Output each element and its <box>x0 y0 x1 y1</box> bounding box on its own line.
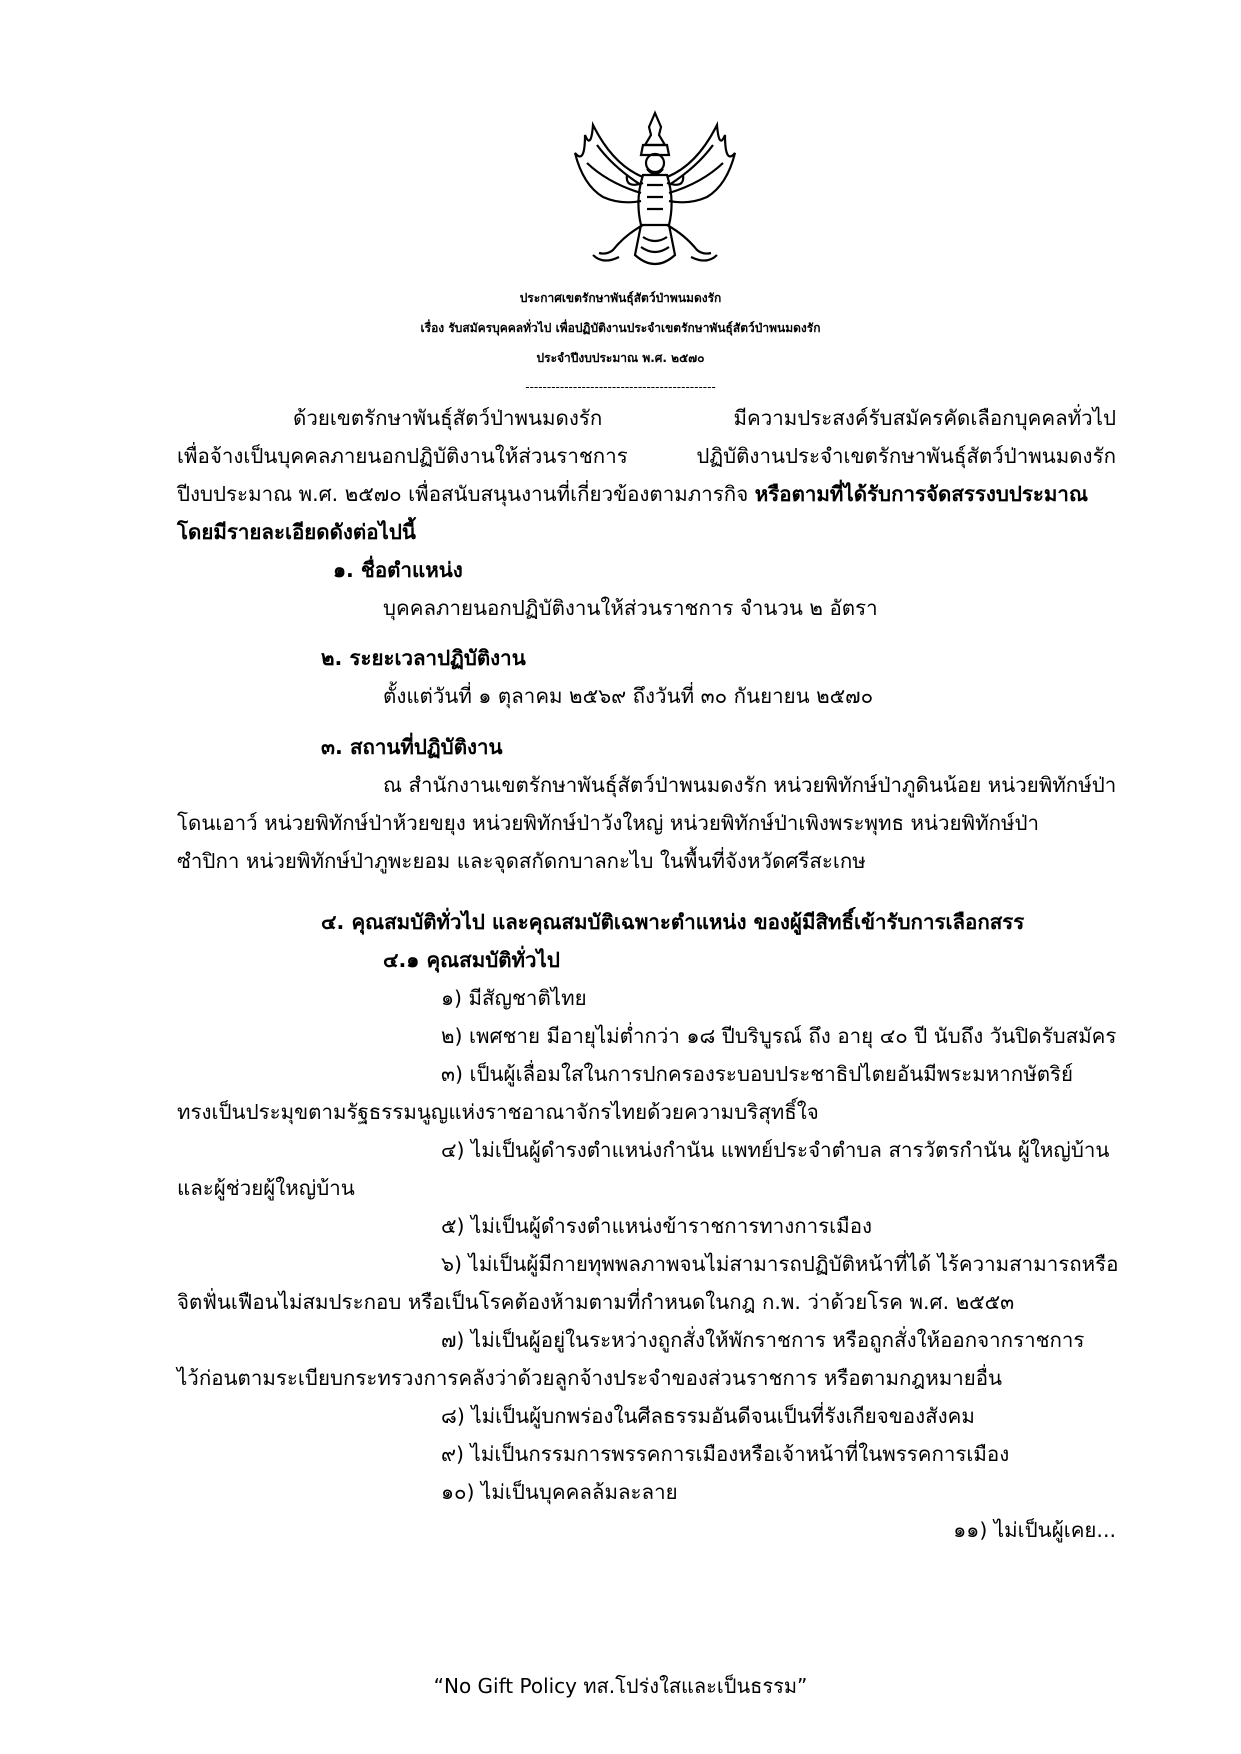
garuda-emblem-icon <box>563 105 748 280</box>
qualification-item-9: ๙) ไม่เป็นกรรมการพรรคการเมืองหรือเจ้าหน้าที่ในพรรคการเมือง <box>441 1442 1010 1466</box>
intro-line-2 <box>177 441 1116 471</box>
qualification-item-7-line-1: ๗) ไม่เป็นผู้อยู่ในระหว่างถูกสั่งให้พักราชการ หรือถูกสั่งให้ออกจากราชการ <box>441 1328 1085 1352</box>
intro-line-3-text: ปีงบประมาณ พ.ศ. ๒๕๗๐ เพื่อสนับสนุนงานที่เกี่ยวข้องตามภารกิจ <box>177 482 755 506</box>
qualification-item-4-line-1: ๔) ไม่เป็นผู้ดำรงตำแหน่งกำนัน แพทย์ประจำตำบล สารวัตรกำนัน ผู้ใหญ่บ้าน <box>441 1138 1110 1162</box>
qualification-item-5: ๕) ไม่เป็นผู้ดำรงตำแหน่งข้าราชการทางการเมือง <box>441 1214 873 1238</box>
announcement-fiscal-year: ประจำปีงบประมาณ พ.ศ. ๒๕๗๐ <box>536 351 705 365</box>
section-4-heading: ๔. คุณสมบัติทั่วไป และคุณสมบัติเฉพาะตำแหน่ง ของผู้มีสิทธิ์เข้ารับการเลือกสรร <box>321 910 1025 934</box>
section-3-line-3: ซำปิกา หน่วยพิทักษ์ป่าภูพะยอม และจุดสกัดกบาลกะไบ ในพื้นที่จังหวัดศรีสะเกษ <box>177 849 866 873</box>
section-2-body: ตั้งแต่วันที่ ๑ ตุลาคม ๒๕๖๙ ถึงวันที่ ๓๐ กันยายน ๒๕๗๐ <box>383 684 874 708</box>
section-4-1-heading: ๔.๑ คุณสมบัติทั่วไป <box>383 948 560 972</box>
intro-line-4: โดยมีรายละเอียดดังต่อไปนี้ <box>177 520 416 544</box>
qualification-item-3-line-2: ทรงเป็นประมุขตามรัฐธรรมนูญแห่งราชอาณาจักรไทยด้วยความบริสุทธิ์ใจ <box>177 1100 819 1124</box>
qualification-item-7-line-2: ไว้ก่อนตามระเบียบกระทรวงการคลังว่าด้วยลูกจ้างประจำของส่วนราชการ หรือตามกฎหมายอื่น <box>177 1366 1003 1390</box>
section-3-heading: ๓. สถานที่ปฏิบัติงาน <box>321 735 503 759</box>
qualification-item-10: ๑๐) ไม่เป็นบุคคลล้มละลาย <box>441 1480 678 1504</box>
section-3-line-1: ณ สำนักงานเขตรักษาพันธุ์สัตว์ป่าพนมดงรัก หน่วยพิทักษ์ป่าภูดินน้อย หน่วยพิทักษ์ป่า <box>383 773 1117 797</box>
qualification-item-1: ๑) มีสัญชาติไทย <box>441 986 587 1010</box>
qualification-item-8: ๘) ไม่เป็นผู้บกพร่องในศีลธรรมอันดีจนเป็นที่รังเกียจของสังคม <box>441 1404 975 1428</box>
intro-line-3-bold: หรือตามที่ได้รับการจัดสรรงบประมาณ <box>754 482 1088 506</box>
intro-line-1-part-b: มีความประสงค์รับสมัครคัดเลือกบุคคลทั่วไป <box>733 406 1116 430</box>
announcement-title: ประกาศเขตรักษาพันธุ์สัตว์ป่าพนมดงรัก <box>519 291 722 305</box>
intro-line-1-part-a: ด้วยเขตรักษาพันธุ์สัตว์ป่าพนมดงรัก <box>293 406 603 430</box>
title-divider: -------------------------------------------- <box>525 380 716 394</box>
qualification-item-3-line-1: ๓) เป็นผู้เลื่อมใสในการปกครองระบอบประชาธิปไตยอันมีพระมหากษัตริย์ <box>441 1062 1074 1086</box>
section-2-heading: ๒. ระยะเวลาปฏิบัติงาน <box>321 646 526 670</box>
intro-line-1 <box>293 403 1116 433</box>
section-3-line-2: โดนเอาว์ หน่วยพิทักษ์ป่าห้วยขยุง หน่วยพิทักษ์ป่าวังใหญ่ หน่วยพิทักษ์ป่าเพิงพระพุทธ หน่วยพิทักษ์ป่า <box>177 811 1040 835</box>
section-1-heading: ๑. ชื่อตำแหน่ง <box>333 558 463 582</box>
qualification-item-4-line-2: และผู้ช่วยผู้ใหญ่บ้าน <box>177 1176 355 1200</box>
intro-line-2-part-a: เพื่อจ้างเป็นบุคคลภายนอกปฏิบัติงานให้ส่วนราชการ <box>177 444 628 468</box>
qualification-item-2: ๒) เพศชาย มีอายุไม่ต่ำกว่า ๑๘ ปีบริบูรณ์ ถึง อายุ ๔๐ ปี นับถึง วันปิดรับสมัคร <box>441 1024 1117 1048</box>
qualification-item-6-line-1: ๖) ไม่เป็นผู้มีกายทุพพลภาพจนไม่สามารถปฏิบัติหน้าที่ได้ ไร้ความสามารถหรือ <box>441 1252 1119 1276</box>
intro-line-3 <box>177 479 1088 509</box>
announcement-subject: เรื่อง รับสมัครบุคคลทั่วไป เพื่อปฏิบัติงานประจำเขตรักษาพันธุ์สัตว์ป่าพนมดงรัก <box>420 321 821 335</box>
footer-slogan: “No Gift Policy ทส.โปร่งใสและเป็นธรรม” <box>433 1674 808 1698</box>
continuation-marker: ๑๑) ไม่เป็นผู้เคย... <box>953 1518 1116 1542</box>
intro-line-2-part-b: ปฏิบัติงานประจำเขตรักษาพันธุ์สัตว์ป่าพนมดงรัก <box>696 444 1116 468</box>
section-1-body: บุคคลภายนอกปฏิบัติงานให้ส่วนราชการ จำนวน ๒ อัตรา <box>383 596 878 620</box>
qualification-item-6-line-2: จิตฟั่นเฟือนไม่สมประกอบ หรือเป็นโรคต้องห้ามตามที่กำหนดในกฎ ก.พ. ว่าด้วยโรค พ.ศ. ๒๕๕๓ <box>177 1290 1015 1314</box>
